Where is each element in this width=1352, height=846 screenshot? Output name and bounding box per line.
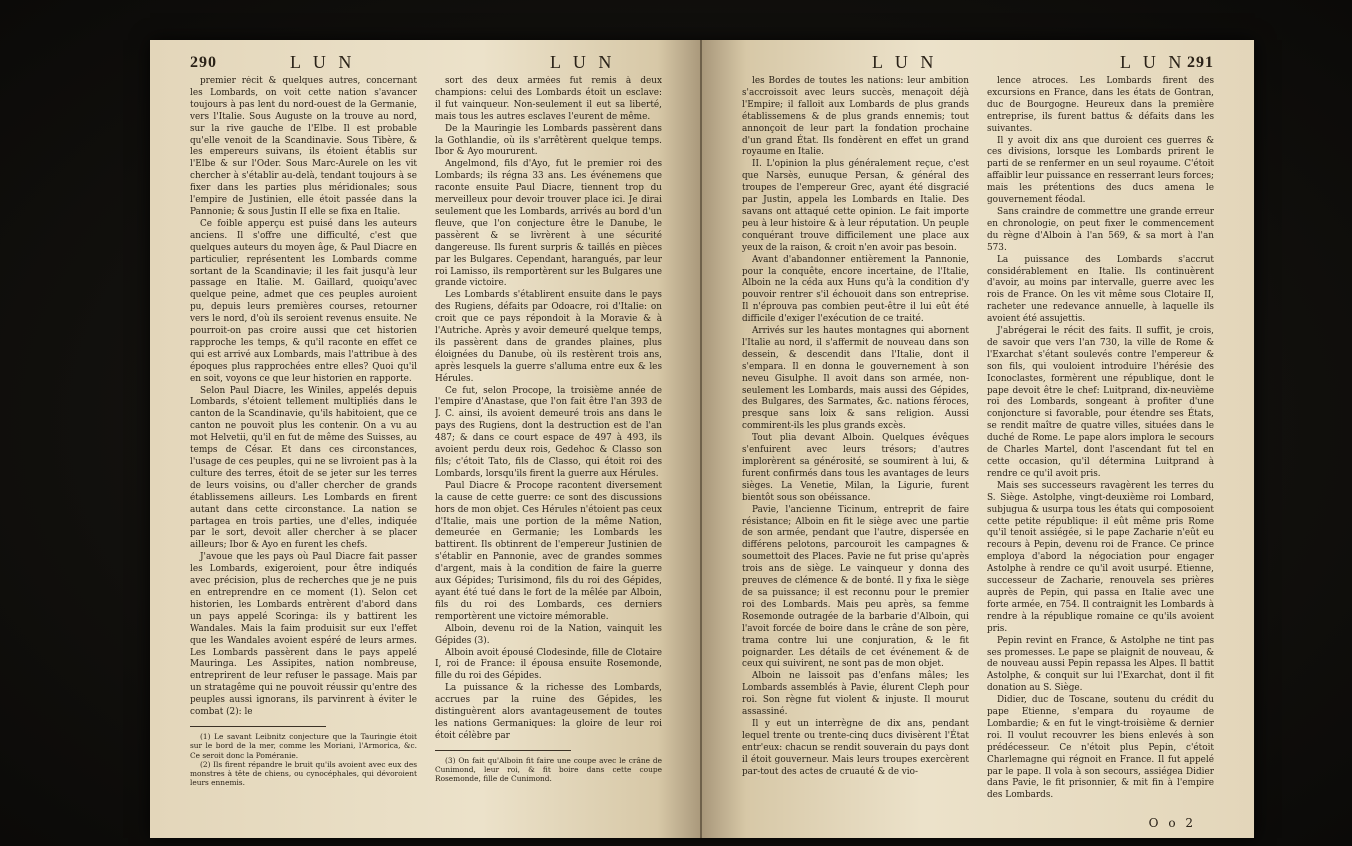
right-column-2 [987, 76, 1214, 814]
paragraph: De la Mauringie les Lombards passèrent dans la Gothlandie, où ils s'arrêtèrent quelque temps. Ibor & Ayo moururent. [435, 123, 662, 158]
paragraph: Angelmond, fils d'Ayo, fut le premier roi des Lombards; ils régna 33 ans. Les événemens que raconte ensuite Paul Diacre, tiennent trop du merveilleux pour devoir trouver place ici. Je dirai seulement que les Lombards, arrivés au bord d'un fleuve, que l'on conjecture être le Danube, le passèrent & se livrèrent à une sécurité dangereuse. Ils furent surpris & taillés en pièces par les Bulgares. Cependant, harangués, par leur roi Lamisso, ils remportèrent sur les Bulgares une grande victoire. [435, 159, 662, 289]
paragraph: Les Lombards s'établirent ensuite dans le pays des Rugiens, défaits par Odoacre, roi d'Italie: on croit que ce pays répondoit à la Moravie & à l'Autriche. Après y avoir demeuré quelque temps, ils passèrent dans de grandes plaines, plus éloignées du Danube, où ils restèrent trois ans, après lesquels la guerre s'alluma entre eux & les Hérules. [435, 290, 662, 384]
footnote: (2) Ils firent répandre le bruit qu'ils avoient avec eux des monstres à tête de chiens, ou cynocéphales, qui dévoroient leurs ennemis. [190, 759, 417, 788]
paragraph: sort des deux armées fut remis à deux champions: celui des Lombards étoit un esclave: il fut vainqueur. Non-seulement il eut sa liberté, mais tous les autres esclaves l'eurent de même. [435, 76, 662, 122]
paragraph: Alboin, devenu roi de la Nation, vainquit les Gépides (3). [435, 623, 662, 646]
paragraph: Ce foible apperçu est puisé dans les auteurs anciens. Il s'offre une difficulté, c'est que quelques auteurs du moyen âge, & Paul Diacre en particulier, représentent les Lombards comme sortant de la Scandinavie; il les fait jusqu'à leur passage en Italie. M. Gaillard, quoiqu'avec quelque peine, admet que ces peuples auroient pu, depuis leurs premières courses, retourner vers le nord, d'où ils seroient revenus ensuite. Ne pourroit-on pas croire aussi que cet historien rapproche les temps, & qu'il raconte en effet ce qui est arrivé aux Lombards, mais l'attribue à des époques plus rapprochées entre elles? Quoi qu'il en soit, voyons ce que leur historien en rapporte. [190, 218, 417, 384]
left-page[interactable] [150, 40, 702, 838]
page-number-right: 291 [1187, 54, 1214, 71]
paragraph: Didier, duc de Toscane, soutenu du crédit du pape Etienne, s'empara du royaume de Lombardie; & en fut le vingt-troisième & dernier roi. Il voulut recouvrer les biens enlevés à son prédécesseur. Ce n'étoit plus Pepin, c'étoit Charlemagne qui régnoit en France. Il fut appelé par le pape. Il vola à son secours, assiégea Didier dans Pavie, le fit prisonnier, & mit fin à l'empire des Lombards. [987, 695, 1214, 801]
paragraph: La puissance & la richesse des Lombards, accrues par la ruine des Gépides, les distinguèrent alors avantageusement de toutes les nations Germaniques: la gloire de leur roi étoit célèbre par [435, 683, 662, 741]
left-column-2 [435, 76, 662, 814]
left-column-1 [190, 76, 417, 814]
footnote-rule [190, 726, 326, 727]
paragraph: Tout plia devant Alboin. Quelques évêques s'enfuirent avec leurs trésors; d'autres implorèrent sa générosité, se soumirent à lui, & furent confirmés dans tous les avantages de leurs sièges. La Venetie, Milan, la Ligurie, furent bientôt sous son obéissance. [742, 433, 969, 503]
paragraph: Alboin ne laissoit pas d'enfans mâles; les Lombards assemblés à Pavie, élurent Cleph pour roi. Son règne fut violent & injuste. Il mourut assassiné. [742, 671, 969, 718]
paragraph: les Bordes de toutes les nations: leur ambition s'accroissoit avec leurs succès, menaçoit déjà l'Empire; il falloit aux Lombards de plus grands établissemens & de plus grands ennemis; tout annonçoit de leur part la fondation prochaine d'un grand État. Ils fondèrent en effet un grand royaume en Italie. [742, 76, 969, 158]
running-head-right-2: L U N [1120, 52, 1186, 72]
paragraph: Pavie, l'ancienne Ticinum, entreprit de faire résistance; Alboin en fit le siège avec une partie de son armée, pendant que l'autre, dispersée en différens pelotons, parcouroit les campagnes & soumettoit des Places. Pavie ne fut prise qu'après trois ans de siège. Le vainqueur y donna des preuves de clémence & de bonté. Il y fixa le siège de sa puissance; il est reconnu pour le premier roi des Lombards. Mais peu après, sa femme Rosemonde outragée de la barbarie d'Alboin, qui l'avoit forcée de boire dans le crâne de son père, trama contre lui une conjuration, & le fit poignarder. Les détails de cet événement & de ceux qui suivirent, ne sont pas de mon objet. [742, 504, 969, 670]
footnote: (1) Le savant Leibnitz conjecture que la Tauringie étoit sur le bord de la mer, comme les Moriani, l'Armorica, &c. Ce seroit donc la Poméranie. [190, 731, 417, 760]
footnote: (3) On fait qu'Alboin fit faire une coupe avec le crâne de Cunimond, leur roi, & fit boire dans cette coupe Rosemonde, fille de Cunimond. [435, 755, 662, 784]
paragraph: Il y avoit dix ans que duroient ces guerres & ces divisions, lorsque les Lombards prirent le parti de se renfermer en un seul royaume. C'étoit affaiblir leur puissance en resserrant leurs forces; mais les prétentions des ducs amena le gouvernement féodal. [987, 135, 1214, 206]
page-number-left: 290 [190, 54, 217, 71]
signature-mark: O o 2 [1148, 816, 1196, 830]
right-page-columns [742, 76, 1214, 814]
paragraph: Ce fut, selon Procope, la troisième année de l'empire d'Anastase, que l'on fait être l'an 393 de J. C. ainsi, ils avoient demeuré trois ans dans le pays des Rugiens, dont la destruction est de l'an 487; & dans ce court espace de 497 à 493, ils avoient perdu deux rois, Gedehoc & Classo son fils; c'étoit Tato, fils de Classo, qui étoit roi des Lombards, lorsqu'ils firent la guerre aux Hérules. [435, 385, 662, 479]
paragraph: Mais ses successeurs ravagèrent les terres du S. Siège. Astolphe, vingt-deuxième roi Lombard, subjugua & usurpa tous les états qui composoient cette petite république: il eût même pris Rome qu'il tenoit assiégée, si le pape Zacharie n'eût eu recours à Pepin, devenu roi de France. Ce prince employa d'abord la négociation pour engager Astolphe à rendre ce qu'il avoit usurpé. Etienne, successeur de Zacharie, renouvela ses prières auprès de Pepin, qui passa en Italie avec une forte armée, en 754. Il contraignit les Lombards à rendre à la république romaine ce qu'ils avoient pris. [987, 480, 1214, 634]
paragraph: La puissance des Lombards s'accrut considérablement en Italie. Ils continuèrent d'avoir, au moins par intervalle, guerre avec les rois de France. On les vit même sous Clotaire II, racheter une redevance annuelle, à laquelle ils avoient été assujettis. [987, 254, 1214, 325]
paragraph: Arrivés sur les hautes montagnes qui abornent l'Italie au nord, il s'affermit de nouveau dans son dessein, & descendit dans l'Italie, dont il s'empara. Il en donna le gouvernement à son neveu Gisulphe. Il avoit dans son armée, non-seulement les Lombards, mais aussi des Gépides, des Bulgares, des Sarmates, &c. nations féroces, presque sans loix & sans religion. Aussi commirent-ils les plus grands excès. [742, 326, 969, 432]
paragraph: Alboin avoit épousé Clodesinde, fille de Clotaire I, roi de France: il épousa ensuite Rosemonde, fille du roi des Gépides. [435, 647, 662, 682]
right-page[interactable] [702, 40, 1254, 838]
left-page-columns [190, 76, 662, 814]
running-head-left-1: L U N [290, 52, 356, 72]
paragraph: J'avoue que les pays où Paul Diacre fait passer les Lombards, exigeroient, pour être indiqués avec précision, plus de recherches que je ne puis en entreprendre en ce moment (1). Selon cet historien, les Lombards entrèrent d'abord dans un pays appelé Scoringa: ils y battirent les Wandales. Mais la faim produisit sur eux l'effet que les Wandales avoient espéré de leurs armes. Les Lombards passèrent dans le pays appelé Mauringa. Les Assipites, nation nombreuse, entreprirent de leur refuser le passage. Mais par un stratagême qui ne pouvoit réussir qu'entre des peuples aussi ignorans, ils parvinrent à éviter le combat (2): le [190, 552, 417, 718]
running-head-left-2: L U N [550, 52, 616, 72]
left-page-header [190, 52, 662, 76]
paragraph: Sans craindre de commettre une grande erreur en chronologie, on peut fixer le commencement du règne d'Alboin à l'an 569, & sa mort à l'an 573. [987, 206, 1214, 253]
paragraph: Selon Paul Diacre, les Winiles, appelés depuis Lombards, s'étoient tellement multipliés dans le canton de la Scandinavie, qu'ils habitoient, que ce canton ne pouvoit plus les contenir. On a vu au mot Helvetii, qu'il en fut de même des Suisses, au temps de César. Et dans ces circonstances, l'usage de ces peuples, qui ne se livroient pas à la culture des terres, étoit de se jeter sur les terres de leurs voisins, ou d'aller chercher de grands établissemens ailleurs. Les Lombards en firent autant dans cette circonstance. La nation se partagea en trois parties, une d'elles, indiquée par le sort, devoit aller chercher à se placer ailleurs; Ibor & Ayo en furent les chefs. [190, 385, 417, 551]
running-head-right-1: L U N [872, 52, 938, 72]
paragraph: Avant d'abandonner entièrement la Pannonie, pour la conquête, encore incertaine, de l'Italie, Alboin ne la céda aux Huns qu'à la condition d'y pouvoir rentrer s'il échouoit dans son entreprise. Il n'éprouva pas combien peut-être il lui eût été difficile d'exiger l'exécution de ce traité. [742, 254, 969, 325]
footnote-rule [435, 750, 571, 751]
paragraph: Il y eut un interrègne de dix ans, pendant lequel trente ou trente-cinq ducs divisèrent l'État entr'eux: chacun se rendit souverain du pays dont il étoit gouverneur. Mais leurs troupes exercèrent par-tout des actes de cruauté & de vio- [742, 718, 969, 777]
book-spread [150, 40, 1255, 838]
paragraph: Pepin revint en France, & Astolphe ne tint pas ses promesses. Le pape se plaignit de nouveau, & de nouveau aussi Pepin repassa les Alpes. Il battit Astolphe, & conquit sur lui l'Exarchat, dont il fit donation au S. Siège. [987, 635, 1214, 694]
paragraph: premier récit & quelques autres, concernant les Lombards, on voit cette nation s'avancer toujours à pas lent du nord-ouest de la Germanie, vers l'Italie. Sous Auguste on la trouve au nord, sur la rive gauche de l'Elbe. Il est probable qu'elle venoit de la Scandinavie. Sous Tibère, & les empereurs suivans, ils étoient établis sur l'Elbe & sur l'Oder. Sous Marc-Aurele on les vit chercher à s'établir au-delà, tendant toujours à se fixer dans les parties plus méridionales; sous l'empire de Justinien, elle étoit passée dans la Pannonie; & sous Justin II elle se fixa en Italie. [190, 76, 417, 217]
right-page-header [742, 52, 1214, 76]
paragraph: J'abrégerai le récit des faits. Il suffit, je crois, de savoir que vers l'an 730, la ville de Rome & l'Exarchat s'étant soulevés contre l'empereur & son fils, qui vouloient introduire l'hérésie des Iconoclastes, formèrent une république, dont le pape devoit être le chef: Luitprand, dix-neuvième roi des Lombards, songeant à profiter d'une conjoncture si favorable, pour étendre ses États, se rendit maître de quatre villes, situées dans le duché de Rome. Le pape alors implora le secours de Charles Martel, dont l'ascendant fut tel en cette occasion, qu'il détermina Luitprand à rendre ce qu'il avoit pris. [987, 326, 1214, 479]
paragraph: Paul Diacre & Procope racontent diversement la cause de cette guerre: ce sont des discussions hors de mon objet. Ces Hérules n'étoient pas ceux d'Italie, mais une portion de la même Nation, demeurée en Germanie; les Lombards les battirent. Ils obtinrent de l'empereur Justinien de s'établir en Pannonie, avec de grandes sommes d'argent, mais à la condition de faire la guerre aux Gépides; Turisimond, fils du roi des Gépides, ayant été tué dans le fort de la mêlée par Alboin, fils du roi des Lombards, ces derniers remportèrent une victoire mémorable. [435, 480, 662, 622]
paragraph: lence atroces. Les Lombards firent des excursions en France, dans les états de Gontran, duc de Bourgogne. Heureux dans la première entreprise, ils furent battus & défaits dans les suivantes. [987, 76, 1214, 134]
right-column-1 [742, 76, 969, 814]
paragraph: II. L'opinion la plus généralement reçue, c'est que Narsès, eunuque Persan, & général des troupes de l'empereur Grec, ayant été disgracié par Justin, appela les Lombards en Italie. Des savans ont attaqué cette opinion. Le fait importe peu à leur histoire & à leur réputation. Un peuple conquérant trouve difficilement une place aux yeux de la raison, & croit n'en avoir pas besoin. [742, 159, 969, 253]
